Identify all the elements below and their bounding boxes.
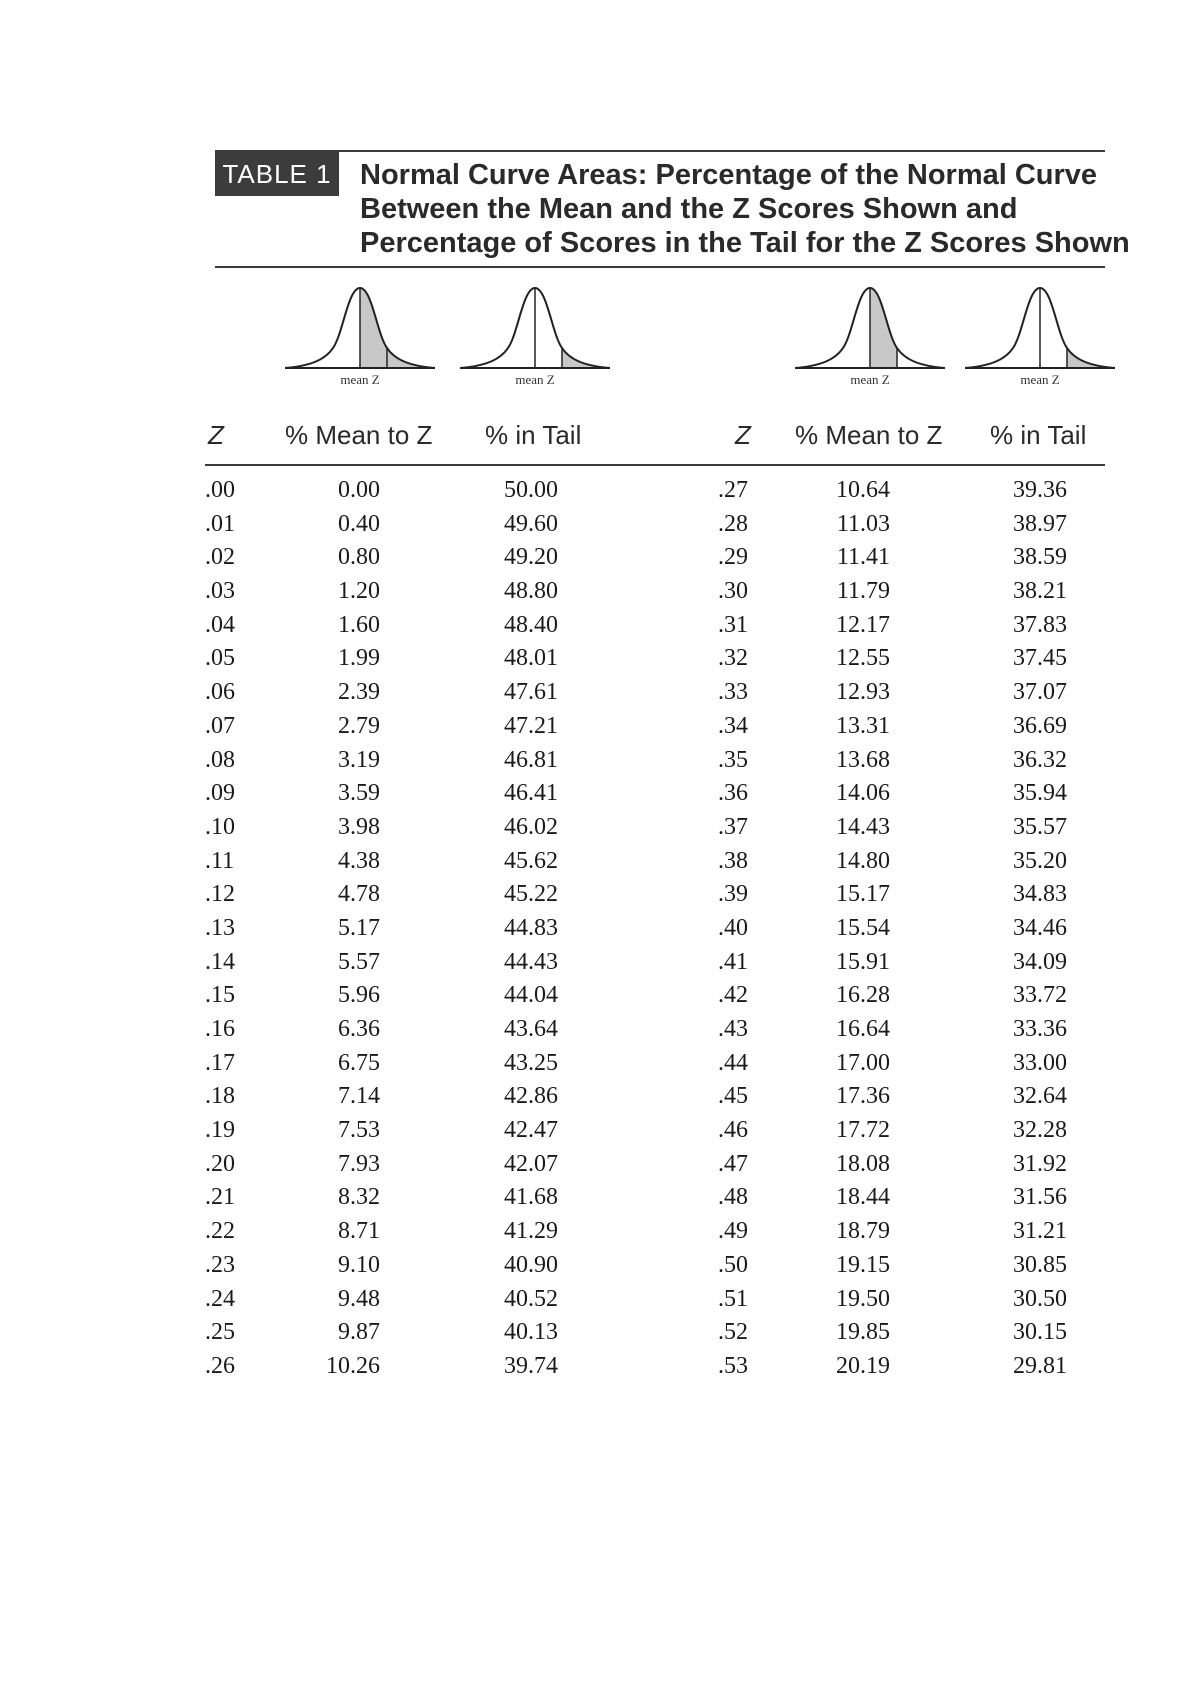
left-z-column [205,474,235,1384]
table-cell: 33.36 [1013,1016,1067,1042]
table-cell: 46.81 [504,746,558,773]
table-cell: 38.21 [1013,578,1067,605]
table-cell: .49 [718,1218,748,1245]
table-cell: 8.32 [338,1184,380,1211]
table-cell: 11.79 [836,578,890,605]
table-cell: 13.31 [836,712,890,739]
table-cell: .23 [205,1251,235,1278]
table-cell: .52 [718,1319,748,1346]
table-cell: 39.36 [1013,477,1067,503]
table-cell: 41.29 [504,1218,558,1245]
table-cell: 18.08 [836,1150,890,1177]
table-cell: 2.79 [338,712,380,739]
curve-tail-left [460,284,610,394]
table-cell: .46 [718,1117,748,1144]
table-cell: 45.62 [504,847,558,874]
table-cell: .00 [205,477,235,503]
table-cell: 9.87 [338,1319,380,1346]
table-cell: 11.03 [836,510,890,537]
table-cell: 30.15 [1013,1319,1067,1346]
left-mean-to-z-column [300,474,380,1384]
table-cell: 32.28 [1013,1117,1067,1144]
table-cell: .44 [718,1049,748,1076]
table-cell: 10.26 [326,1352,380,1379]
table-cell: 12.17 [836,611,890,638]
table-cell: .30 [718,578,748,605]
table-cell: .32 [718,645,748,672]
table-cell: .26 [205,1352,235,1379]
table-cell: 38.59 [1013,544,1067,571]
table-cell: 37.83 [1013,611,1067,638]
curve-label: mean Z [1020,372,1060,387]
table-cell: 7.14 [338,1083,380,1110]
table-cell: .19 [205,1117,235,1144]
table-badge: TABLE 1 [215,152,339,196]
table-cell: 40.13 [504,1319,558,1346]
table-cell: .04 [205,611,235,638]
table-cell: 19.85 [836,1319,890,1346]
table-cell: .53 [718,1352,748,1379]
table-cell: .14 [205,948,235,975]
table-cell: .07 [205,712,235,739]
table-cell: 20.19 [836,1352,890,1379]
table-cell: 3.19 [338,746,380,773]
table-cell: 30.85 [1013,1251,1067,1278]
table-cell: 49.20 [504,544,558,571]
table-cell: 36.69 [1013,712,1067,739]
table-cell: .42 [718,982,748,1009]
right-in-tail-column [985,474,1067,1384]
table-cell: .40 [718,914,748,941]
table-cell: .36 [718,780,748,807]
table-cell: 9.10 [338,1251,380,1278]
table-cell: 31.56 [1013,1184,1067,1211]
table-cell: 11.41 [836,544,890,571]
col-header-z-right: Z [735,420,751,450]
table-cell: 15.17 [836,881,890,908]
col-header-mean-to-z-right: % Mean to Z [795,420,943,450]
table-cell: 14.43 [836,813,890,840]
table-cell: .31 [718,611,748,638]
table-cell: 12.93 [836,679,890,706]
table-cell: 17.72 [836,1117,890,1144]
table-cell: 43.64 [504,1016,558,1042]
table-cell: .10 [205,813,235,840]
table-cell: .35 [718,746,748,773]
table-cell: .39 [718,881,748,908]
table-cell: .05 [205,645,235,672]
table-title [360,158,1130,260]
table-cell: 48.40 [504,611,558,638]
table-cell: .43 [718,1016,748,1042]
table-cell: 1.99 [338,645,380,672]
table-cell: 34.46 [1013,914,1067,941]
table-cell: 42.47 [504,1117,558,1144]
table-cell: 17.36 [836,1083,890,1110]
table-cell: .33 [718,679,748,706]
table-cell: 13.68 [836,746,890,773]
table-cell: 46.02 [504,813,558,840]
table-cell: 3.98 [338,813,380,840]
table-cell: 45.22 [504,881,558,908]
title-rule [215,266,1105,268]
table-cell: .21 [205,1184,235,1211]
table-cell: 47.21 [504,712,558,739]
table-cell: 46.41 [504,780,558,807]
col-header-in-tail-right: % in Tail [990,420,1087,450]
table-cell: .50 [718,1251,748,1278]
table-cell: 5.96 [338,982,380,1009]
table-cell: .51 [718,1285,748,1312]
table-cell: 42.86 [504,1083,558,1110]
table-cell: 35.57 [1013,813,1067,840]
right-mean-to-z-column [810,474,890,1384]
table-cell: 40.90 [504,1251,558,1278]
table-cell: 9.48 [338,1285,380,1312]
table-cell: .08 [205,746,235,773]
table-cell: 3.59 [338,780,380,807]
table-cell: .22 [205,1218,235,1245]
table-cell: .47 [718,1150,748,1177]
normal-curve-icon [795,284,945,374]
table-cell: 19.50 [836,1285,890,1312]
table-cell: 19.15 [836,1251,890,1278]
col-header-in-tail-left: % in Tail [485,420,582,450]
table-cell: 7.53 [338,1117,380,1144]
curve-label: mean Z [850,372,890,387]
table-cell: 0.00 [338,477,380,503]
table-cell: 41.68 [504,1184,558,1211]
table-cell: 4.38 [338,847,380,874]
table-cell: 48.01 [504,645,558,672]
table-cell: 36.32 [1013,746,1067,773]
table-cell: 35.20 [1013,847,1067,874]
table-cell: 6.75 [338,1049,380,1076]
table-cell: 44.83 [504,914,558,941]
normal-curve-icon [460,284,610,374]
table-cell: 35.94 [1013,780,1067,807]
curve-mean-to-z-left [285,284,435,394]
table-cell: .29 [718,544,748,571]
table-cell: .15 [205,982,235,1009]
table-cell: 40.52 [504,1285,558,1312]
table-cell: 14.06 [836,780,890,807]
table-cell: 0.80 [338,544,380,571]
table-cell: 44.43 [504,948,558,975]
table-cell: 44.04 [504,982,558,1009]
table-cell: .38 [718,847,748,874]
table-cell: .17 [205,1049,235,1076]
title-line-3: Percentage of Scores in the Tail for the Z Scores Shown [360,227,1130,259]
table-cell: 18.44 [836,1184,890,1211]
table-cell: 49.60 [504,510,558,537]
table-cell: 34.83 [1013,881,1067,908]
table-cell: 8.71 [338,1218,380,1245]
table-cell: 5.17 [338,914,380,941]
table-cell: 10.64 [836,477,890,503]
table-cell: 2.39 [338,679,380,706]
normal-curve-icon [285,284,435,374]
table-cell: 37.45 [1013,645,1067,672]
curve-label: mean Z [340,372,380,387]
table-cell: .34 [718,712,748,739]
table-cell: 17.00 [836,1049,890,1076]
table-cell: .45 [718,1083,748,1110]
table-cell: 16.64 [836,1016,890,1042]
table-cell: .20 [205,1150,235,1177]
title-line-1: Normal Curve Areas: Percentage of the Normal Curve [360,159,1098,191]
table-cell: .12 [205,881,235,908]
table-cell: .02 [205,544,235,571]
table-cell: 32.64 [1013,1083,1067,1110]
left-in-tail-column [470,474,558,1384]
normal-curve-icon [965,284,1115,374]
table-cell: .06 [205,679,235,706]
table-cell: .18 [205,1083,235,1110]
table-cell: .01 [205,510,235,537]
table-cell: 37.07 [1013,679,1067,706]
table-cell: 5.57 [338,948,380,975]
table-cell: 18.79 [836,1218,890,1245]
table-cell: 15.91 [836,948,890,975]
table-cell: 38.97 [1013,510,1067,537]
table-cell: .28 [718,510,748,537]
col-header-mean-to-z-left: % Mean to Z [285,420,433,450]
table-cell: 14.80 [836,847,890,874]
table-cell: .11 [205,847,235,874]
title-line-2: Between the Mean and the Z Scores Shown and [360,193,1018,225]
table-cell: 33.00 [1013,1049,1067,1076]
table-cell: 31.92 [1013,1150,1067,1177]
table-cell: .41 [718,948,748,975]
table-cell: 48.80 [504,578,558,605]
table-cell: .13 [205,914,235,941]
table-cell: .16 [205,1016,235,1042]
table-cell: 33.72 [1013,982,1067,1009]
right-z-column [718,474,748,1384]
table-cell: .03 [205,578,235,605]
table-cell: 34.09 [1013,948,1067,975]
table-cell: 16.28 [836,982,890,1009]
table-cell: .24 [205,1285,235,1312]
table-cell: 6.36 [338,1016,380,1042]
table-cell: .25 [205,1319,235,1346]
table-cell: .48 [718,1184,748,1211]
table-cell: 42.07 [504,1150,558,1177]
curve-mean-to-z-right [795,284,945,394]
table-cell: .27 [718,477,748,503]
top-rule [215,150,1105,152]
table-cell: 4.78 [338,881,380,908]
table-cell: 50.00 [504,477,558,503]
table-cell: .09 [205,780,235,807]
header-rule [205,464,1105,466]
table-cell: 31.21 [1013,1218,1067,1245]
table-cell: 47.61 [504,679,558,706]
table-cell: 43.25 [504,1049,558,1076]
table-cell: 39.74 [504,1352,558,1379]
table-cell: 15.54 [836,914,890,941]
table-cell: 1.20 [338,578,380,605]
table-cell: 0.40 [338,510,380,537]
col-header-z-left: Z [208,420,224,450]
curve-tail-right [965,284,1115,394]
table-cell: .37 [718,813,748,840]
table-cell: 1.60 [338,611,380,638]
table-cell: 30.50 [1013,1285,1067,1312]
curve-label: mean Z [515,372,555,387]
table-cell: 7.93 [338,1150,380,1177]
table-cell: 29.81 [1013,1352,1067,1379]
table-cell: 12.55 [836,645,890,672]
